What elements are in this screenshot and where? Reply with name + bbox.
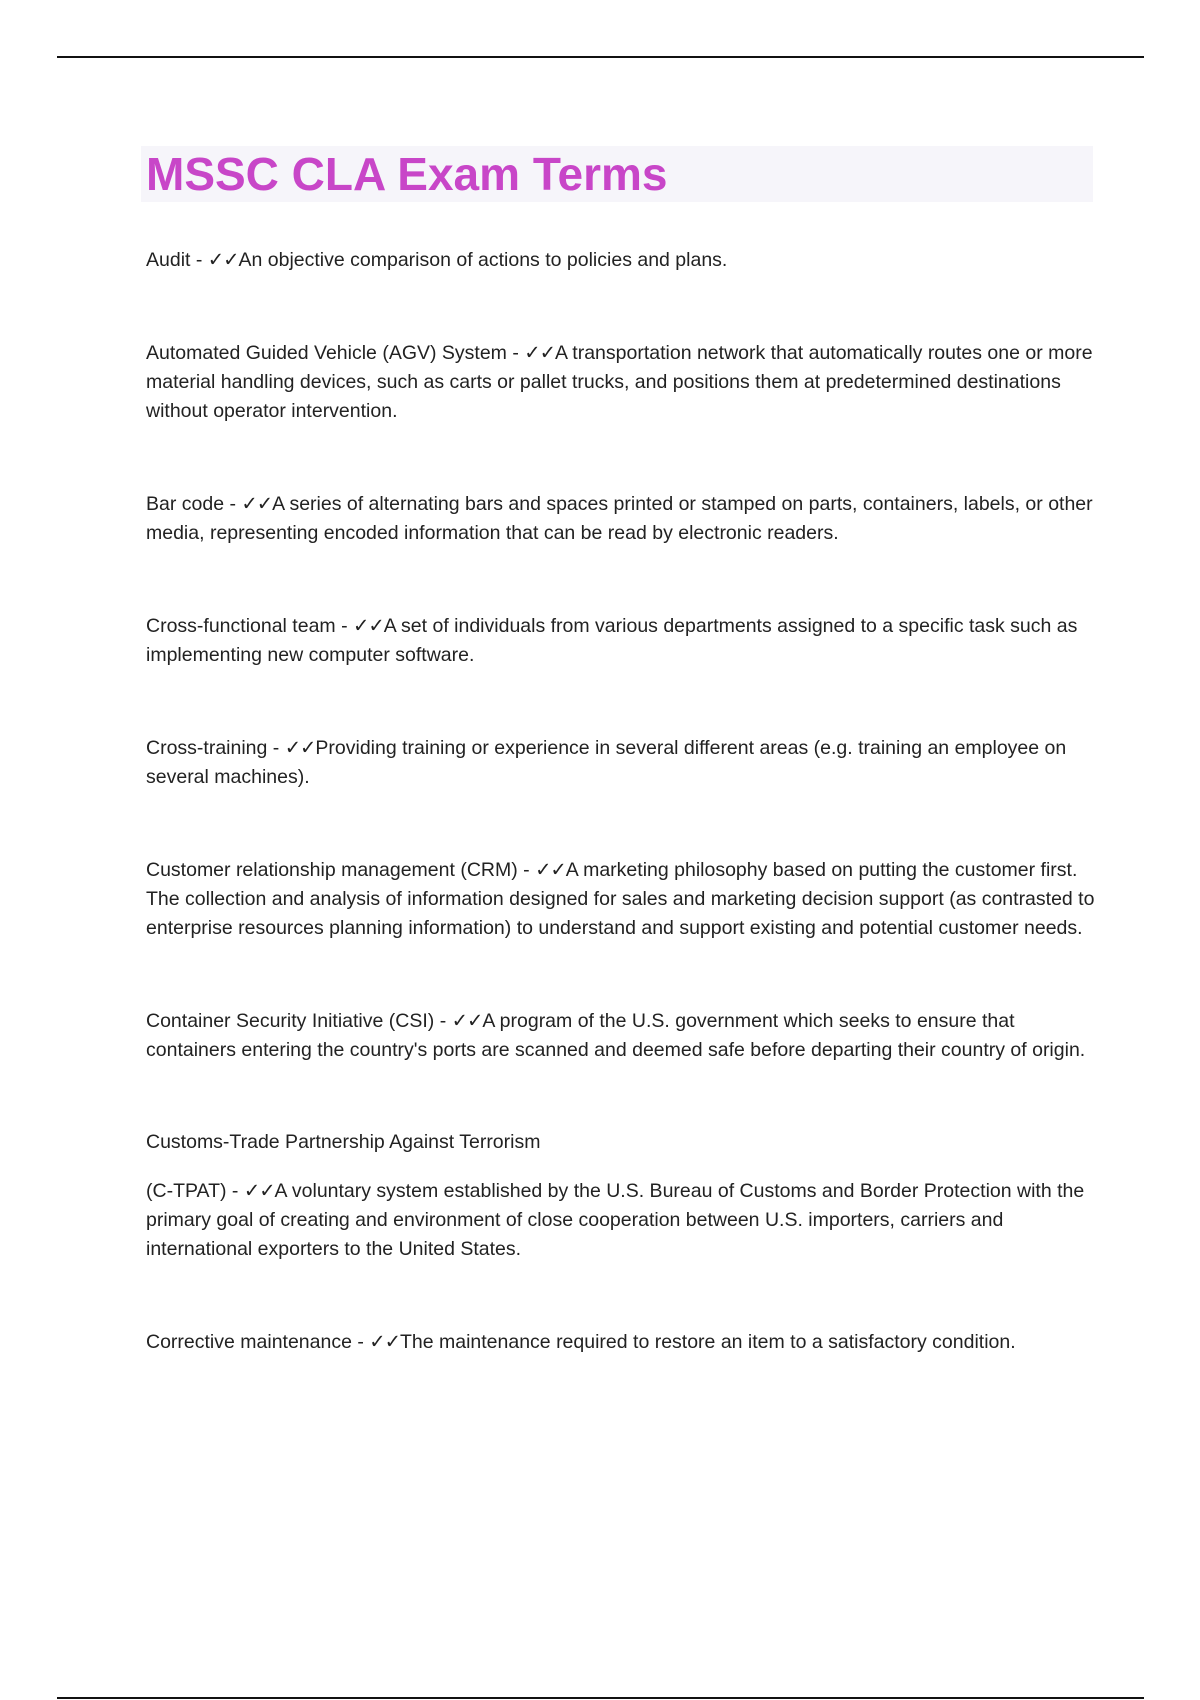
entry-definition: A series of alternating bars and spaces printed or stamped on parts, containers, labels, or other media, representing encoded information that can be read by electronic readers. bbox=[146, 493, 1093, 544]
entry-definition: A program of the U.S. government which seeks to ensure that containers entering the country's ports are scanned and deemed safe before departing their country of origin. bbox=[146, 1010, 1086, 1061]
entry-term: Audit bbox=[146, 249, 191, 271]
entry-term: (C-TPAT) bbox=[146, 1180, 227, 1202]
entry-term: Corrective maintenance bbox=[146, 1331, 352, 1353]
entry-definition: An objective comparison of actions to policies and plans. bbox=[238, 249, 728, 271]
document-title: MSSC CLA Exam Terms bbox=[146, 148, 668, 200]
glossary-entry-crm bbox=[146, 856, 1096, 943]
entry-term: Container Security Initiative (CSI) bbox=[146, 1010, 435, 1032]
entry-definition: Providing training or experience in several different areas (e.g. training an employee on several machines). bbox=[146, 737, 1067, 788]
glossary-entry-bar-code bbox=[146, 490, 1096, 548]
double-check-icon: ✓✓ bbox=[284, 737, 316, 759]
entry-separator: - bbox=[335, 615, 354, 637]
entry-definition: The maintenance required to restore an item to a satisfactory condition. bbox=[399, 1331, 1016, 1353]
entry-definition: A transportation network that automatically routes one or more material handling devices, such as carts or pallet trucks, and positions them at predetermined destinations without operator intervention. bbox=[146, 342, 1093, 422]
glossary-entry-ctpat-heading: Customs-Trade Partnership Against Terrorism bbox=[146, 1131, 541, 1153]
entry-separator: - bbox=[190, 249, 208, 271]
entry-term: Customer relationship management (CRM) bbox=[146, 859, 518, 881]
double-check-icon: ✓✓ bbox=[369, 1331, 400, 1353]
header-rule bbox=[57, 56, 1144, 58]
entry-separator: - bbox=[224, 493, 242, 515]
glossary-entry-audit bbox=[146, 246, 1096, 275]
glossary-entry-corrective-maintenance bbox=[146, 1328, 1096, 1357]
glossary-entry-cross-training bbox=[146, 734, 1096, 792]
entry-separator: - bbox=[517, 859, 536, 881]
entry-separator: - bbox=[226, 1180, 244, 1202]
glossary-list bbox=[146, 246, 1096, 1357]
glossary-entry-cross-functional-team bbox=[146, 612, 1096, 670]
entry-definition: A voluntary system established by the U.S. Bureau of Customs and Border Protection with the primary goal of creating and environment of close cooperation between U.S. importers, carriers and international exporters to the United States. bbox=[146, 1180, 1085, 1260]
double-check-icon: ✓✓ bbox=[451, 1010, 483, 1032]
entry-term: Cross-training bbox=[146, 737, 268, 759]
glossary-entry-agv-system bbox=[146, 339, 1096, 426]
double-check-icon: ✓✓ bbox=[353, 615, 384, 637]
double-check-icon: ✓✓ bbox=[243, 1180, 275, 1202]
entry-separator: - bbox=[506, 342, 525, 364]
footer-rule bbox=[57, 1697, 1144, 1699]
double-check-icon: ✓✓ bbox=[524, 342, 555, 364]
entry-term: Automated Guided Vehicle (AGV) System bbox=[146, 342, 507, 364]
entry-term: Cross-functional team bbox=[146, 615, 336, 637]
double-check-icon: ✓✓ bbox=[207, 249, 239, 271]
entry-definition: A set of individuals from various departments assigned to a specific task such as implementing new computer software. bbox=[146, 615, 1078, 666]
entry-term: Bar code bbox=[146, 493, 225, 515]
double-check-icon: ✓✓ bbox=[241, 493, 273, 515]
glossary-entry-csi bbox=[146, 1007, 1096, 1065]
double-check-icon: ✓✓ bbox=[535, 859, 566, 881]
glossary-entry-ctpat bbox=[146, 1177, 1096, 1264]
entry-separator: - bbox=[434, 1010, 452, 1032]
entry-definition: A marketing philosophy based on putting the customer first. The collection and analysis of information designed for sales and marketing decision support (as contrasted to enterprise resources planning information) to understand and support existing and potential customer needs. bbox=[146, 859, 1095, 939]
entry-separator: - bbox=[351, 1331, 370, 1353]
entry-separator: - bbox=[267, 737, 285, 759]
